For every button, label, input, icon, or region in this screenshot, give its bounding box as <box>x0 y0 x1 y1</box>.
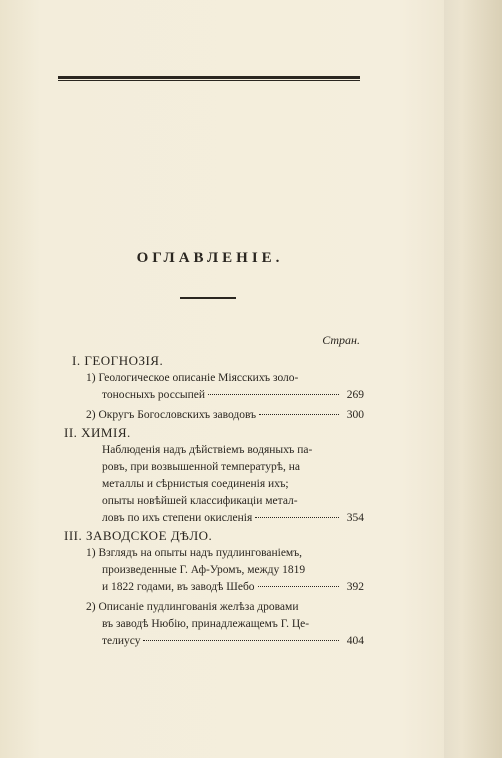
entry-line: 1) Взглядъ на опыты надъ пудлингованіемъ, <box>86 547 303 559</box>
entry-leader-line <box>86 633 364 650</box>
dot-leader <box>255 517 339 518</box>
page-number: 354 <box>346 512 364 524</box>
page-column-label: Стран. <box>322 333 360 347</box>
dot-leader <box>208 394 339 395</box>
entry-line: произведенные Г. Аф-Уромъ, между 1819 <box>102 564 306 576</box>
entry-leader-line <box>86 579 364 596</box>
dot-leader <box>258 586 339 587</box>
entry-line: ровъ, при возвышенной температурѣ, на <box>102 461 300 473</box>
entry-line: въ заводѣ Нюбію, принадлежащемъ Г. Це- <box>102 618 310 630</box>
page-number: 269 <box>346 389 364 401</box>
header-double-rule <box>58 76 360 81</box>
entry-line: металлы и сѣрнистыя соединенія ихъ; <box>102 478 289 490</box>
entry-leader-line <box>86 407 364 424</box>
entry-line: Наблюденія надъ дѣйствіемъ водяныхъ па- <box>102 444 313 456</box>
toc-entry <box>86 545 364 596</box>
section-title: II. ХИМІЯ. <box>64 425 131 440</box>
dot-leader <box>259 414 339 415</box>
entry-leader-line <box>86 387 364 404</box>
section-title: I. ГЕОГНОЗІЯ. <box>72 353 164 368</box>
entry-line: ловъ по ихъ степени окисленія <box>102 512 253 524</box>
section-title: III. ЗАВОДСКОЕ ДѢЛО. <box>64 528 213 543</box>
table-of-contents <box>58 352 364 650</box>
page-number: 404 <box>346 635 364 647</box>
toc-entry <box>86 370 364 404</box>
entry-line: телиусу <box>102 635 141 647</box>
page-number: 300 <box>346 409 364 421</box>
entry-line: 2) Округъ Богословскихъ заводовъ <box>86 409 257 421</box>
toc-entry <box>86 599 364 650</box>
entry-line: 2) Описаніе пудлингованія желѣза дровами <box>86 601 299 613</box>
entry-line: 1) Геологическое описаніе Міясскихъ золо- <box>86 372 299 384</box>
entry-line: тоносныхъ россыпей <box>102 389 206 401</box>
toc-heading: ОГЛАВЛЕНІЕ. <box>136 250 284 266</box>
entry-line: и 1822 годами, въ заводѣ Шебо <box>102 581 255 593</box>
heading-underline <box>180 297 236 299</box>
page-edge-shadow <box>444 0 502 758</box>
dot-leader <box>143 640 339 641</box>
toc-entry <box>86 407 364 424</box>
entry-line: опыты новѣйшей классификаціи метал- <box>102 495 298 507</box>
entry-leader-line <box>102 510 364 527</box>
page-number: 392 <box>346 581 364 593</box>
toc-entry <box>102 442 364 527</box>
